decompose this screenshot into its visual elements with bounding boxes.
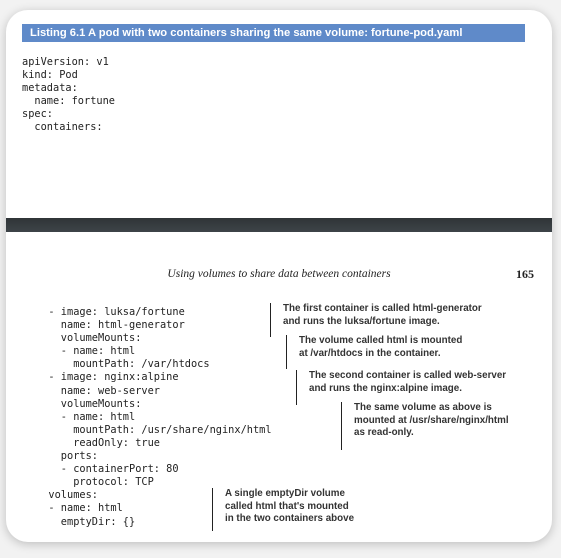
annotation-readonly-mount: The same volume as above is mounted at /usr/share/nginx/html as read-only. [341, 402, 509, 450]
page-divider [6, 218, 552, 232]
listing-title: Listing 6.1 A pod with two containers sharing the same volume: fortune-pod.yaml [22, 24, 525, 42]
running-head: Using volumes to share data between containers [167, 268, 391, 280]
page-number: 165 [516, 267, 534, 281]
annotation-emptydir-volume: A single emptyDir volume called html that's mounted in the two containers above [212, 488, 354, 531]
code-block-top: apiVersion: v1 kind: Pod metadata: name: fortune spec: containers: [22, 56, 115, 134]
code-block-bottom: - image: luksa/fortune name: html-generator volumeMounts: - name: html mountPath: /var/htdocs - image: nginx:alpine name: web-server volumeMounts: - name: html mountPath: /usr/share/nginx/html readOnly: true ports: - containerPort: 80 protocol: TCP volumes: - name: html emptyDir: {} [48, 306, 272, 528]
book-page [6, 10, 552, 542]
annotation-web-server: The second container is called web-server and runs the nginx:alpine image. [296, 370, 506, 405]
annotation-volume-mount: The volume called html is mounted at /var/htdocs in the container. [286, 335, 462, 369]
annotation-html-generator: The first container is called html-generator and runs the luksa/fortune image. [270, 303, 482, 337]
